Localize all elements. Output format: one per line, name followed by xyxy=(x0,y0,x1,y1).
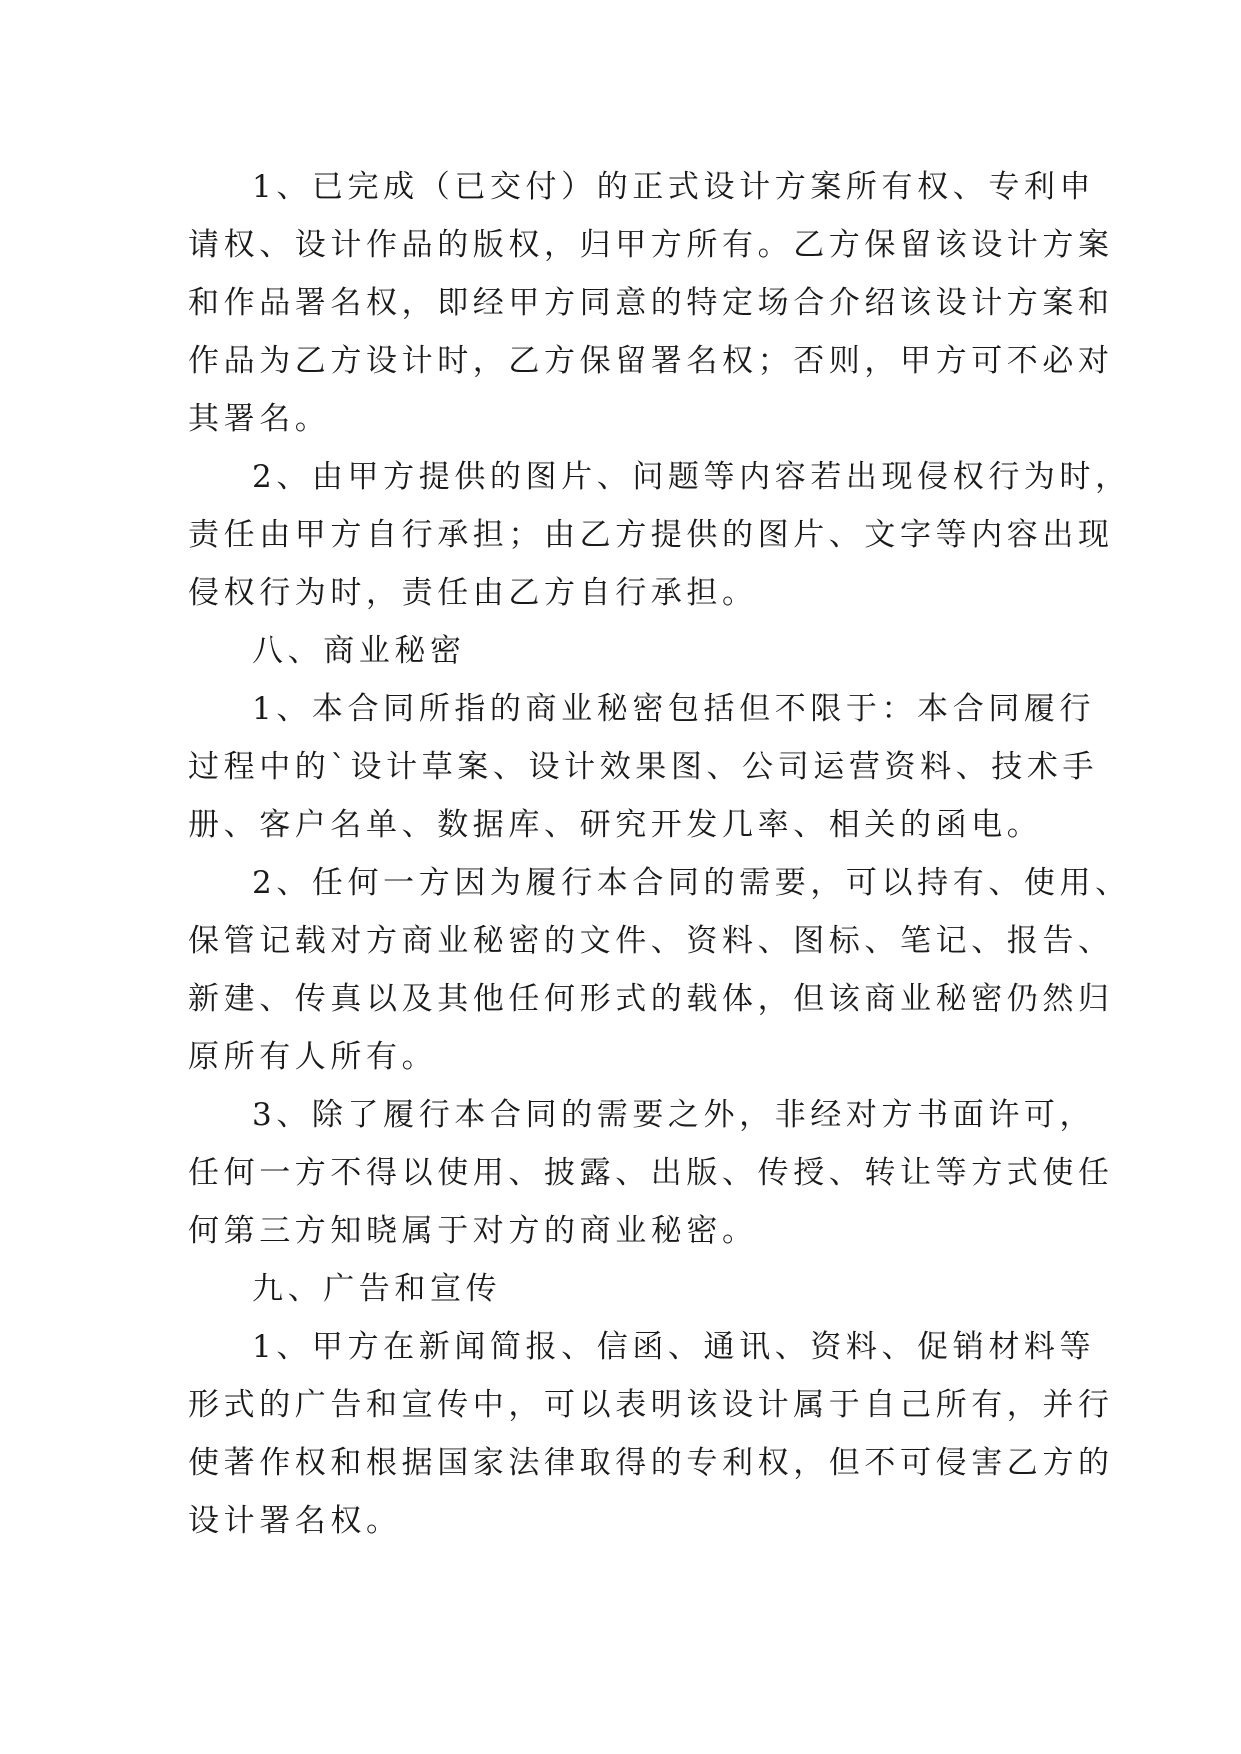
paragraph-line: 形式的广告和宣传中，可以表明该设计属于自己所有，并行 xyxy=(188,1387,1114,1423)
paragraph-line: 设计署名权。 xyxy=(188,1503,402,1539)
paragraph-line: 1、已完成（已交付）的正式设计方案所有权、专利申 xyxy=(252,169,1096,205)
paragraph-line: 原所有人所有。 xyxy=(188,1039,438,1075)
paragraph-line: 和作品署名权，即经甲方同意的特定场合介绍该设计方案和 xyxy=(188,285,1114,321)
paragraph-line: 2、任何一方因为履行本合同的需要，可以持有、使用、 xyxy=(252,865,1131,901)
paragraph-line: 册、客户名单、数据库、研究开发几率、相关的函电。 xyxy=(188,807,1043,843)
paragraph-line: 1、甲方在新闻简报、信函、通讯、资料、促销材料等 xyxy=(252,1329,1096,1365)
section-heading: 九、广告和宣传 xyxy=(252,1271,502,1307)
paragraph-line: 侵权行为时，责任由乙方自行承担。 xyxy=(188,575,758,611)
paragraph-line: 其署名。 xyxy=(188,401,331,437)
paragraph-line: 任何一方不得以使用、披露、出版、传授、转让等方式使任 xyxy=(188,1155,1114,1191)
paragraph-line: 过程中的`设计草案、设计效果图、公司运营资料、技术手 xyxy=(188,749,1099,785)
paragraph-line: 使著作权和根据国家法律取得的专利权，但不可侵害乙方的 xyxy=(188,1445,1114,1481)
paragraph-line: 3、除了履行本合同的需要之外，非经对方书面许可， xyxy=(252,1097,1096,1133)
paragraph-line: 请权、设计作品的版权，归甲方所有。乙方保留该设计方案 xyxy=(188,227,1114,263)
paragraph-line: 何第三方知晓属于对方的商业秘密。 xyxy=(188,1213,758,1249)
paragraph-line: 1、本合同所指的商业秘密包括但不限于：本合同履行 xyxy=(252,691,1096,727)
section-heading: 八、商业秘密 xyxy=(252,633,466,669)
paragraph-line: 责任由甲方自行承担；由乙方提供的图片、文字等内容出现 xyxy=(188,517,1114,553)
paragraph-line: 保管记载对方商业秘密的文件、资料、图标、笔记、报告、 xyxy=(188,923,1114,959)
paragraph-line: 作品为乙方设计时，乙方保留署名权；否则，甲方可不必对 xyxy=(188,343,1114,379)
paragraph-line: 2、由甲方提供的图片、问题等内容若出现侵权行为时， xyxy=(252,459,1131,495)
paragraph-line: 新建、传真以及其他任何形式的载体，但该商业秘密仍然归 xyxy=(188,981,1114,1017)
